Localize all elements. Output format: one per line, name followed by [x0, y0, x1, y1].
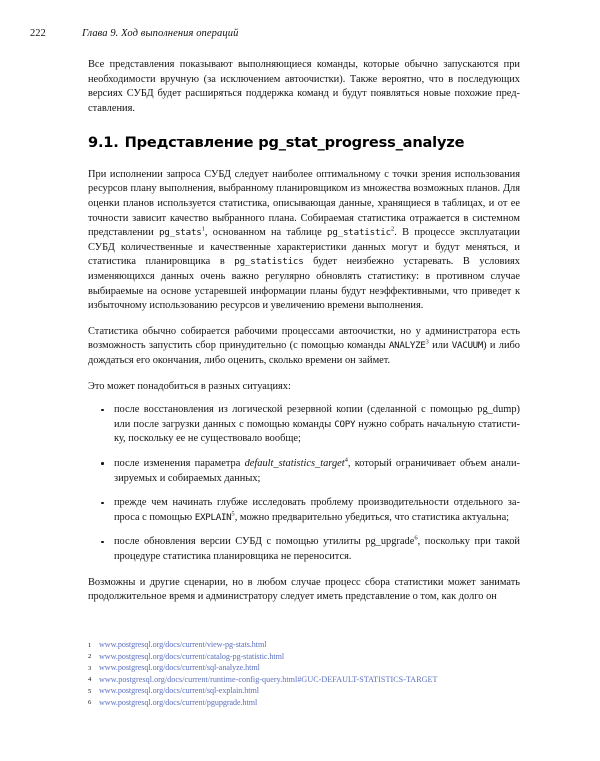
footnote-entry	[88, 697, 528, 709]
page-number: 222	[30, 28, 46, 39]
bullet-dot-icon	[101, 502, 104, 505]
footnote-ref-6[interactable]: 6	[414, 534, 418, 542]
footnote-ref-3[interactable]: 3	[425, 338, 429, 346]
running-head	[30, 28, 570, 44]
footnote-entry	[88, 662, 528, 674]
footnote-marker: 2	[88, 653, 92, 661]
footnote-entry	[88, 639, 528, 651]
code-pg-statistic: pg_statistic	[326, 227, 391, 239]
footnote-marker: 5	[88, 687, 92, 695]
section-heading	[88, 134, 520, 152]
para-text: ) и либо дождаться его окончания, либо оценить, сколько времени он займет.	[88, 340, 520, 366]
footnote-link[interactable]: www.postgresql.org/docs/current/sql-analyze.html	[99, 663, 260, 673]
footnote-ref-2[interactable]: 2	[390, 225, 395, 233]
footnote-ref-5[interactable]: 5	[231, 510, 235, 518]
footnote-ref-4[interactable]: 4	[344, 456, 348, 464]
footnote-entry	[88, 651, 528, 663]
footnote-link[interactable]: www.postgresql.org/docs/current/sql-explain.html	[99, 686, 259, 696]
footnote-ref-1[interactable]: 1	[201, 225, 205, 233]
code-vacuum: VACUUM	[451, 340, 484, 352]
item-text: , можно предварительно убедиться, что статистика актуальна;	[234, 511, 510, 523]
paragraph-situations-lead: Это может понадобиться в разных ситуациях:	[88, 380, 291, 392]
list-item	[88, 496, 520, 525]
code-pg-stats: pg_stats	[158, 227, 202, 239]
footnote-link[interactable]: www.postgresql.org/docs/current/catalog-pg-statistic.html	[99, 651, 285, 661]
footnotes-block	[88, 639, 528, 709]
list-item	[88, 403, 520, 447]
code-copy: COPY	[334, 418, 356, 430]
para-text: будет неизбежно устаревать. В условиях изменяющихся данных очень важно регулярно обновлять статистику: в противном случае выбираемые на основе устаревшей информации планы будут неэффективными, что приведет к избыточному использованию ресурсов и увеличению времени выполнения.	[88, 256, 520, 312]
list-item	[88, 535, 520, 564]
item-text: прежде чем начинать глубже исследовать проблему производительности отдельного запроса с помощью	[114, 497, 520, 523]
text-column	[88, 58, 520, 616]
footnote-link[interactable]: www.postgresql.org/docs/current/pgupgrade.html	[99, 697, 258, 707]
para-text: , основанном на таблице	[204, 227, 327, 239]
para-text: При исполнении запроса СУБД следует наиболее оптимальному с точки зрения использования ресурсов плану выполнения, выбранному планировщиком из множества возможных планов. Для оценки планов используется статистика, описывающая данные, хранящиеся в таблицах, и от ее точности зависит качество выбранного плана. Собираемая статистика отражается в системном представлении	[88, 168, 520, 239]
intro-paragraph: Все представления показывают выполняющиеся команды, которые обычно запускаются при необходимости вручную (за исключением автоочистки). Также вероятно, что в последующих версиях СУБД будет расширяться поддержка команд и будут появляться новые похожие представления.	[88, 59, 520, 114]
bullet-dot-icon	[101, 409, 104, 412]
section-number: 9.1.	[88, 134, 119, 152]
footnote-entry	[88, 685, 528, 697]
para-text: . В процессе эксплуатации СУБД количественные и качественные характеристики данных могут и будут меняться, и статистика планировщика в	[88, 227, 520, 268]
item-text: нужно собрать начальную статистику, поскольку ее не существовало вообще;	[114, 418, 520, 445]
bullet-dot-icon	[101, 462, 104, 465]
item-text: после восстановления из логической резервной копии (сделанной с помощью pg_dump) или после загрузки данных с помощью команды	[114, 404, 520, 430]
list-item	[88, 457, 520, 486]
footnote-marker: 4	[88, 676, 92, 684]
paragraph-statistics-overview	[88, 168, 520, 314]
footnote-marker: 3	[88, 664, 92, 672]
bullet-dot-icon	[101, 541, 104, 544]
section-title: Представление pg_stat_progress_analyze	[124, 134, 465, 152]
item-text: , который ограничивает объем анализируемых и собираемых данных;	[114, 457, 520, 484]
code-analyze: ANALYZE	[388, 340, 426, 352]
item-text: после изменения параметра	[114, 457, 245, 469]
chapter-title: Глава 9. Ход выполнения операций	[82, 28, 239, 39]
para-text: или	[428, 340, 452, 352]
footnote-marker: 1	[88, 641, 92, 649]
footnote-link[interactable]: www.postgresql.org/docs/current/view-pg-stats.html	[99, 640, 267, 649]
item-text: , поскольку при такой процедуре статистика планировщика не переносится.	[114, 536, 520, 562]
footnote-marker: 6	[88, 699, 92, 707]
footnote-link[interactable]: www.postgresql.org/docs/current/runtime-config-query.html#GUC-DEFAULT-STATISTICS-TARGET	[99, 674, 438, 684]
code-explain: EXPLAIN	[194, 511, 232, 523]
param-default-statistics-target: default_statistics_target	[244, 457, 345, 469]
code-pg-statistics: pg_statistics	[234, 256, 304, 268]
paragraph-closing: Возможны и другие сценарии, но в любом случае процесс сбора статистики может занимать продолжительное время и администратору следует иметь представление о том, как долго он	[88, 576, 520, 603]
paragraph-autovacuum	[88, 325, 520, 369]
para-text: Статистика обычно собирается рабочими процессами автоочистки, но у администратора есть возможность запустить сбор принудительно (с помощью команды	[88, 325, 520, 352]
footnote-entry	[88, 674, 528, 686]
item-text: после обновления версии СУБД с помощью утилиты pg_upgrade	[114, 536, 415, 548]
situations-list	[88, 403, 520, 564]
